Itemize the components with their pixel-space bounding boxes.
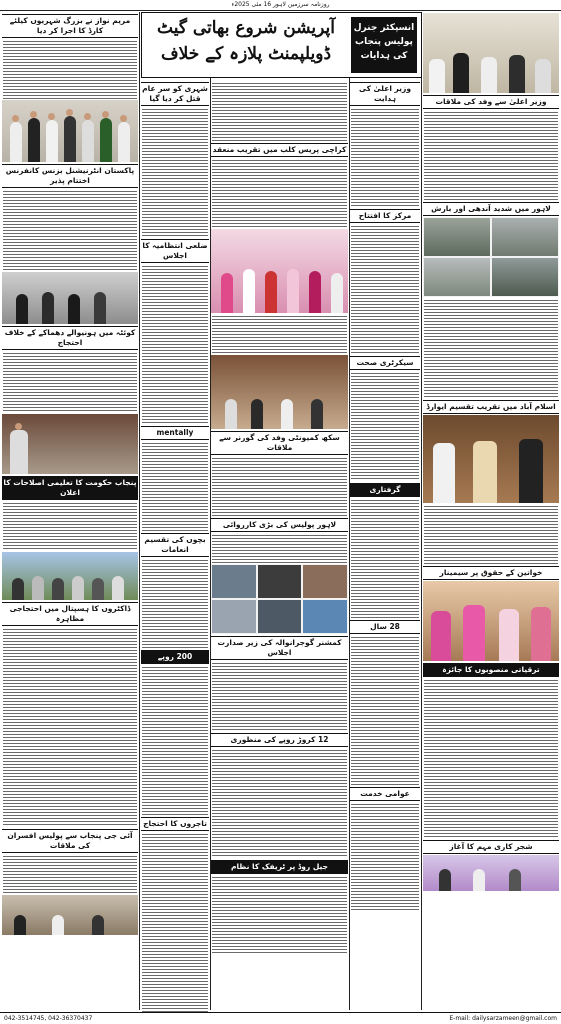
article-text: [3, 501, 137, 551]
news-photo: [423, 855, 559, 891]
news-photo: [2, 272, 138, 324]
news-photo: [2, 414, 138, 474]
news-photo: [423, 581, 559, 661]
article-text: [424, 678, 558, 838]
news-photo: [423, 415, 559, 503]
article-text: [351, 635, 419, 785]
article-text: [3, 39, 137, 99]
headline[interactable]: وزیر اعلیٰ سے وفد کی ملاقات: [423, 95, 559, 109]
headline[interactable]: آئی جی پنجاب سے پولیس افسران کی ملاقات: [2, 829, 138, 853]
headline[interactable]: سیکرٹری صحت: [350, 356, 420, 370]
column-2: [141, 80, 209, 1010]
article-text: [142, 665, 208, 815]
headline[interactable]: تاجروں کا احتجاج: [141, 817, 209, 831]
headline[interactable]: ضلعی انتظامیہ کا اجلاس: [141, 239, 209, 263]
news-photo: [423, 13, 559, 93]
news-photo: [2, 552, 138, 600]
news-photo: [211, 229, 348, 313]
headline[interactable]: لاہور میں شدید آندھی اور بارش: [423, 202, 559, 216]
article-text: [212, 875, 347, 955]
headline[interactable]: وزیر اعلیٰ کی ہدایت: [350, 82, 420, 106]
article-text: [351, 802, 419, 912]
article-text: [3, 189, 137, 271]
article-text: [212, 314, 347, 354]
article-text: [142, 441, 208, 531]
article-text: [212, 748, 347, 858]
headline[interactable]: mentally: [141, 426, 209, 440]
headline[interactable]: پاکستان انٹرنیشنل بزنس کانفرنس اختتام پذیر: [2, 164, 138, 188]
headline[interactable]: جیل روڈ پر ٹریفک کا نظام: [211, 860, 348, 874]
article-text: [212, 533, 347, 563]
article-text: [142, 558, 208, 648]
headline[interactable]: مرکز کا افتتاح: [350, 209, 420, 223]
column-3: [211, 80, 348, 1010]
headline[interactable]: 200 روپے: [141, 650, 209, 664]
article-text: [142, 264, 208, 424]
news-photo: [2, 100, 138, 162]
headline[interactable]: شہری کو سر عام قتل کر دیا گیا: [141, 82, 209, 106]
date-bar: روزنامہ سرزمین لاہور 16 مئی 2025ء: [0, 0, 561, 11]
side-headline[interactable]: انسپکٹر جنرل پولیس پنجاب کی ہدایات: [351, 17, 417, 73]
news-photo-grid: [423, 217, 559, 297]
headline[interactable]: ترقیاتی منصوبوں کا جائزہ: [423, 663, 559, 677]
masthead: [141, 12, 422, 78]
footer-phone[interactable]: 042-3514745, 042-36370437: [4, 1015, 93, 1022]
article-text: [351, 224, 419, 354]
news-photo-grid: [211, 564, 348, 634]
footer: [0, 1012, 561, 1024]
headline[interactable]: اسلام آباد میں تقریب تقسیم ایوارڈ: [423, 400, 559, 414]
headline[interactable]: بچوں کی تقسیم انعامات: [141, 533, 209, 557]
headline[interactable]: عوامی خدمت: [350, 787, 420, 801]
headline[interactable]: مریم نواز نے بزرگ شہریوں کیلئے کارڈ کا اجرا کر دیا: [2, 14, 138, 38]
headline[interactable]: پنجاب حکومت کا تعلیمی اصلاحات کا اعلان: [2, 476, 138, 500]
headline[interactable]: کمشنر گوجرانوالہ کی زیر صدارت اجلاس: [211, 636, 348, 660]
headline[interactable]: ڈاکٹروں کا ہسپتال میں احتجاجی مظاہرہ: [2, 602, 138, 626]
article-text: [351, 107, 419, 207]
article-text: [3, 627, 137, 827]
article-text: [212, 661, 347, 731]
headline[interactable]: کراچی پریس کلب میں تقریب منعقد: [211, 143, 348, 157]
headline[interactable]: 28 سال: [350, 620, 420, 634]
article-text: [212, 81, 347, 141]
article-text: [3, 854, 137, 894]
article-text: [142, 107, 208, 237]
article-text: [212, 456, 347, 516]
column-1: [2, 12, 138, 1010]
headline[interactable]: خواتین کے حقوق پر سیمینار: [423, 566, 559, 580]
column-5: [423, 12, 559, 1010]
headline[interactable]: سکھ کمیونٹی وفد کی گورنر سے ملاقات: [211, 431, 348, 455]
article-text: [142, 832, 208, 1012]
headline[interactable]: شجر کاری مہم کا آغاز: [423, 840, 559, 854]
article-text: [212, 158, 347, 228]
headline[interactable]: کوئٹہ میں ہونیوالے دھماکے کے خلاف احتجاج: [2, 326, 138, 350]
column-4: [350, 80, 420, 1010]
article-text: [3, 351, 137, 413]
article-text: [424, 110, 558, 200]
news-photo: [211, 355, 348, 429]
headline[interactable]: لاہور پولیس کی بڑی کارروائی: [211, 518, 348, 532]
headline[interactable]: گرفتاری: [350, 483, 420, 497]
column-rule: [421, 12, 422, 1010]
article-text: [424, 504, 558, 564]
headline[interactable]: 12 کروڑ روپے کی منظوری: [211, 733, 348, 747]
article-text: [424, 298, 558, 398]
footer-email[interactable]: E-mail: dailysarzameen@gmail.com: [449, 1015, 557, 1022]
article-text: [351, 498, 419, 618]
article-text: [351, 371, 419, 481]
news-photo: [2, 895, 138, 935]
column-rule: [139, 12, 140, 1010]
main-headline[interactable]: آپریشن شروع بھاتی گیٹ ڈویلپمنٹ پلازہ کے خلاف: [157, 18, 335, 64]
